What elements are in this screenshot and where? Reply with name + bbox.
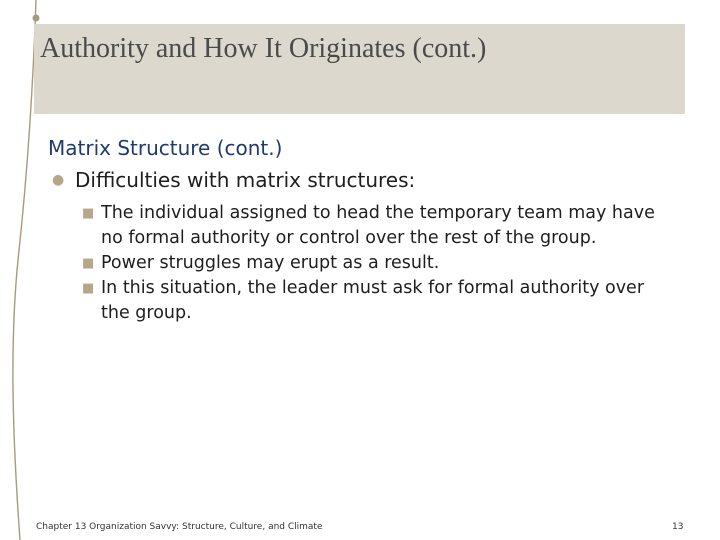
sub-bullet-item xyxy=(48,251,678,276)
sub-bullet-item xyxy=(48,201,678,251)
section-heading: Matrix Structure (cont.) xyxy=(48,136,283,160)
footer-text: Chapter 13 Organization Savvy: Structure, Culture, and Climate xyxy=(36,522,323,532)
square-bullet-icon: ■ xyxy=(82,281,95,296)
slide-content xyxy=(48,133,678,326)
sub-bullet-text: Power struggles may erupt as a result. xyxy=(101,253,440,273)
page-number: 13 xyxy=(672,522,684,532)
sub-bullet-list xyxy=(48,201,678,326)
square-bullet-icon: ■ xyxy=(82,206,95,221)
decorative-dot-icon xyxy=(33,15,40,22)
bullet-item xyxy=(48,165,678,195)
square-bullet-icon: ■ xyxy=(82,256,95,271)
bullet-dot-icon: ● xyxy=(52,172,65,188)
sub-bullet-text: The individual assigned to head the temporary team may have no formal authority or control over the rest of the group. xyxy=(101,203,655,248)
sub-bullet-item xyxy=(48,276,678,326)
slide-title: Authority and How It Originates (cont.) xyxy=(40,33,487,64)
sub-bullet-text: In this situation, the leader must ask for formal authority over the group. xyxy=(101,278,645,323)
bullet-text: Difficulties with matrix structures: xyxy=(75,168,416,192)
